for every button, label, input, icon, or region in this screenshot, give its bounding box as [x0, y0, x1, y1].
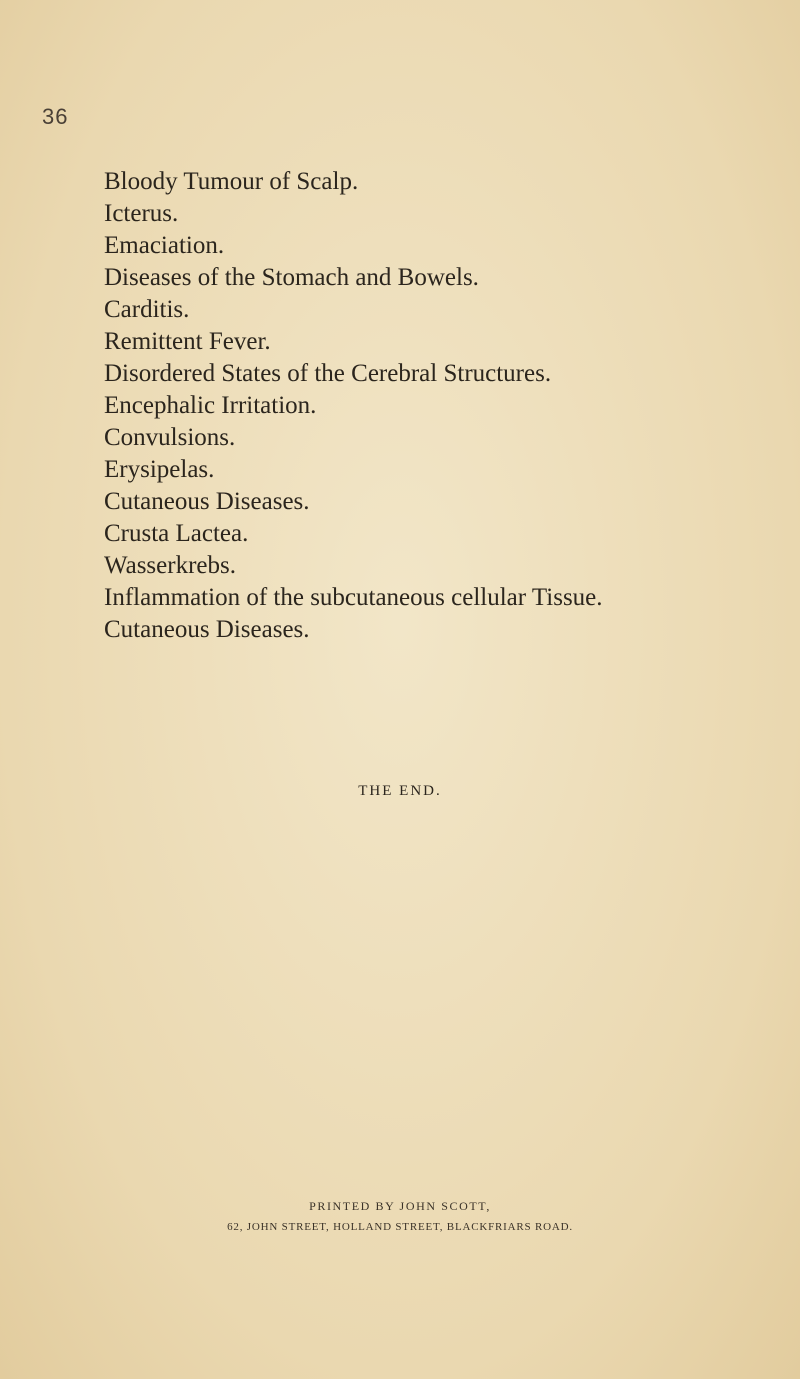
list-item: Inflammation of the subcutaneous cellular Tissue.	[104, 584, 603, 611]
printer-address: 62, JOHN STREET, HOLLAND STREET, BLACKFRIARS ROAD.	[227, 1221, 573, 1233]
the-end-heading: THE END.	[358, 783, 442, 799]
printer-imprint: PRINTED BY JOHN SCOTT,	[309, 1199, 491, 1213]
list-item: Cutaneous Diseases.	[104, 616, 310, 643]
list-item: Convulsions.	[104, 424, 236, 451]
list-item: Icterus.	[104, 200, 179, 227]
list-item: Diseases of the Stomach and Bowels.	[104, 264, 479, 291]
list-item: Crusta Lactea.	[104, 520, 249, 547]
list-item: Carditis.	[104, 296, 190, 323]
list-item: Remittent Fever.	[104, 328, 271, 355]
disease-list	[104, 166, 603, 646]
list-item: Cutaneous Diseases.	[104, 488, 310, 515]
list-item: Erysipelas.	[104, 456, 215, 483]
list-item: Bloody Tumour of Scalp.	[104, 168, 359, 195]
list-item: Wasserkrebs.	[104, 552, 236, 579]
page-number: 36	[42, 104, 69, 129]
list-item: Encephalic Irritation.	[104, 392, 317, 419]
list-item: Emaciation.	[104, 232, 225, 259]
list-item: Disordered States of the Cerebral Structures.	[104, 360, 552, 387]
